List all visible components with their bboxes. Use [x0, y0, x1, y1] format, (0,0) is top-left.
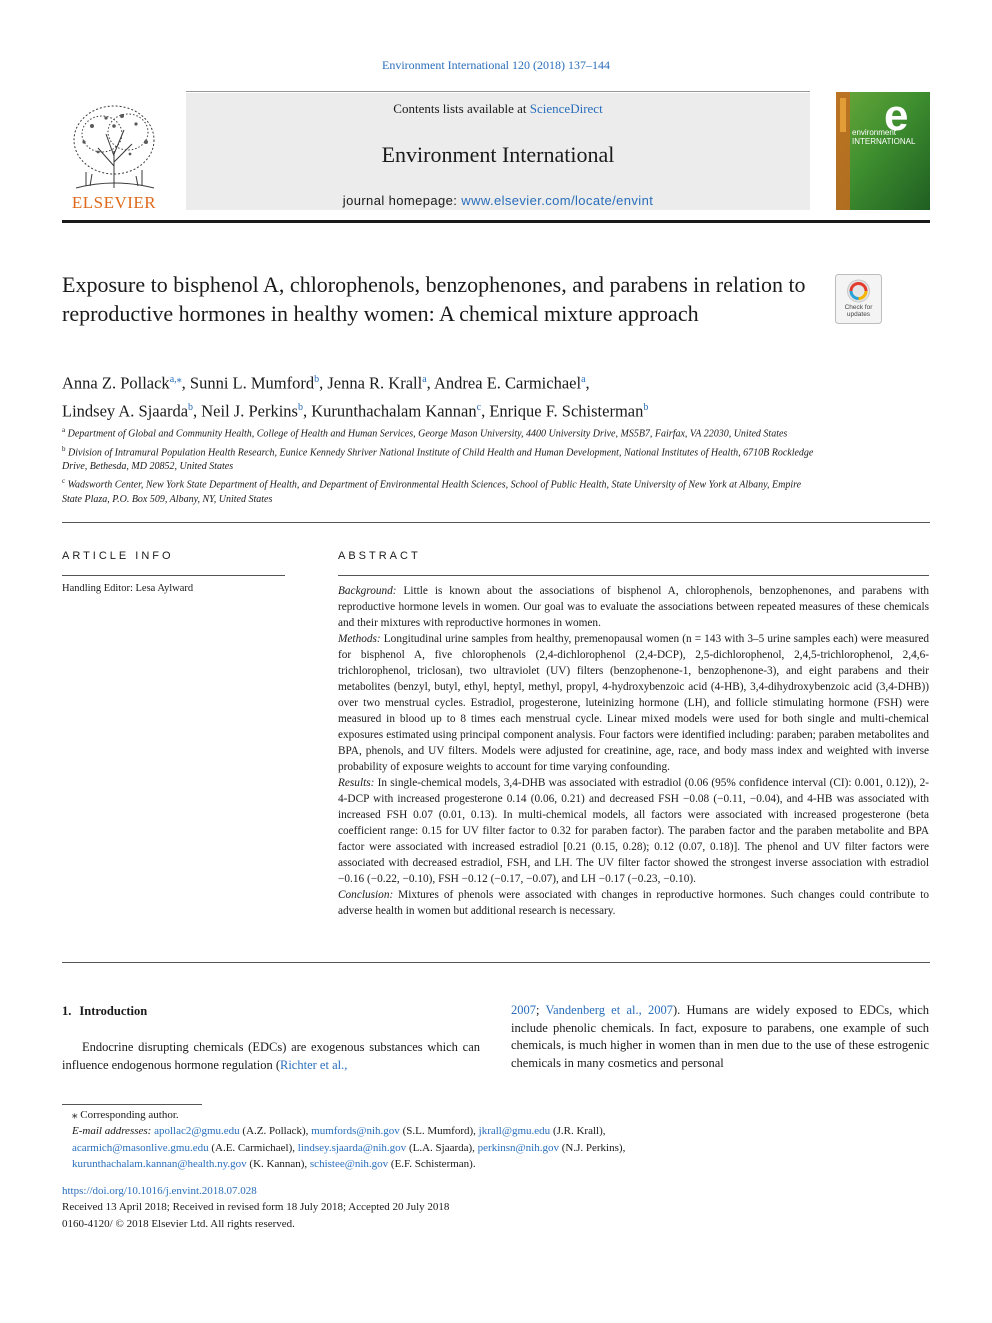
abstract-section-label: Conclusion: — [338, 889, 394, 901]
publication-info — [62, 1183, 449, 1232]
article-info-rule — [62, 575, 285, 576]
citation-separator: ; — [536, 1003, 546, 1017]
author-affiliation-marker[interactable]: a — [422, 374, 427, 385]
email-separator: , — [622, 1141, 626, 1154]
email-separator: , — [472, 1141, 478, 1154]
author-list — [62, 368, 912, 423]
affiliation — [62, 474, 822, 507]
affiliation-marker: c — [62, 477, 66, 486]
email-owner: (N.J. Perkins) — [561, 1141, 623, 1154]
doi-link[interactable]: https://doi.org/10.1016/j.envint.2018.07.028 — [62, 1185, 257, 1197]
abstract-paragraph — [338, 887, 929, 919]
abstract-section-label: Results: — [338, 777, 375, 789]
author-name: Anna Z. Pollack — [62, 373, 170, 393]
email-owner: (S.L. Mumford) — [402, 1125, 474, 1138]
author-name: Sunni L. Mumford — [189, 373, 315, 393]
abstract-body — [338, 583, 929, 919]
homepage-link[interactable]: www.elsevier.com/locate/envint — [461, 193, 654, 208]
author-affiliation-marker[interactable]: c — [476, 401, 482, 413]
abstract-paragraph — [338, 583, 929, 631]
abstract-section-label: Background: — [338, 585, 397, 597]
abstract-paragraph — [338, 775, 929, 887]
abstract-section-label: Methods: — [338, 633, 381, 645]
author-separator: , — [426, 373, 435, 393]
journal-cover-icon — [836, 92, 930, 210]
contents-line — [186, 101, 810, 117]
journal-name: Environment International — [381, 142, 615, 167]
affiliation-marker: a — [62, 426, 66, 434]
email-separator: , — [602, 1125, 606, 1138]
email-owner: (A.E. Carmichael) — [211, 1141, 293, 1154]
affiliation-rule — [62, 522, 930, 523]
homepage-prefix: journal homepage: — [342, 193, 458, 208]
abstract-rule — [338, 575, 929, 576]
author-name: Kurunthachalam Kannan — [311, 401, 477, 420]
elsevier-wordmark: ELSEVIER — [71, 193, 157, 212]
author-affiliation-marker[interactable]: a — [581, 374, 586, 385]
cover-title: environment INTERNATIONAL — [852, 128, 916, 146]
abstract-bottom-rule — [62, 962, 930, 963]
author-name: Andrea E. Carmichael — [434, 373, 582, 393]
author-separator: , — [302, 401, 312, 420]
email-link[interactable]: lindsey.sjaarda@nih.gov — [297, 1141, 407, 1154]
abstract-paragraph — [338, 631, 929, 775]
footnotes — [62, 1107, 930, 1173]
email-owner: (K. Kannan) — [249, 1158, 305, 1171]
email-separator: , — [473, 1125, 479, 1138]
affiliation — [62, 442, 822, 475]
email-link[interactable]: schistee@nih.gov — [309, 1158, 389, 1171]
copyright: 0160-4120/ © 2018 Elsevier Ltd. All rights reserved. — [62, 1217, 295, 1230]
email-addresses — [62, 1123, 930, 1172]
email-separator: , — [305, 1125, 312, 1138]
svg-text:e: e — [884, 92, 909, 140]
citation-vandenberg-link[interactable]: Vandenberg et al., 2007 — [545, 1003, 673, 1017]
author-affiliation-marker[interactable]: a,⁎ — [169, 374, 182, 385]
affiliation — [62, 423, 822, 442]
contents-prefix: Contents lists available at — [393, 101, 527, 116]
citation-richter-year-link[interactable]: 2007 — [511, 1003, 536, 1017]
abstract-section-text: In single-chemical models, 3,4-DHB was associated with estradiol (0.06 (95% confidence interval (CI): 0.001, 0.12)), 2-4-DCP with increased progesterone 0.14 (0.06, 0.21) and decreased FSH −0.08 (−0.11, −0.04), and 4-HB was associated with increased FSH 0.07 (0.01, 0.13). In multi-chemical models, all factors were associated with increased progesterone (beta coefficient range: 0.15 for UV filter factor to 0.32 for paraben factor). The paraben factor and the paraben metabolite and BPA factor were associated with increased estradiol [0.21 (0.15, 0.28); 0.12 (0.07, 0.18)]. The phenol and UV filter factors were associated with decreased estradiol, FSH, and LH. The UV filter factor showed the strongest inverse association with estradiol −0.16 (−0.22, −0.10), FSH −0.12 (−0.17, −0.07), and LH −0.17 (−0.23, −0.10). — [338, 777, 929, 885]
author-separator: , — [319, 373, 328, 393]
history-dates: Received 13 April 2018; Received in revised form 18 July 2018; Accepted 20 July 2018 — [62, 1201, 450, 1214]
author-name: Jenna R. Krall — [327, 373, 423, 393]
author-affiliation-marker[interactable]: b — [188, 401, 194, 413]
author-separator: , — [193, 401, 202, 420]
affiliation-text: Wadsworth Center, New York State Department of Health, and Department of Environmental Health Sciences, School of Public Health, State University of New York at Albany, Empire State Plaza, P.O. Box 509, Albany, NY, United States — [62, 479, 802, 505]
intro-text: Endocrine disrupting chemicals (EDCs) are exogenous substances which can influence endogenous hormone regulation ( — [62, 1040, 480, 1072]
email-link[interactable]: jkrall@gmu.edu — [478, 1125, 551, 1138]
email-link[interactable]: kurunthachalam.kannan@health.ny.gov — [72, 1158, 247, 1171]
introduction-left-column — [62, 1039, 480, 1074]
author-affiliation-marker[interactable]: b — [643, 401, 649, 413]
masthead-top-rule — [186, 91, 810, 92]
section-number: 1. — [62, 1004, 72, 1018]
email-label: E-mail addresses: — [72, 1125, 152, 1138]
author-name: Enrique F. Schisterman — [489, 401, 644, 420]
email-link[interactable]: perkinsn@nih.gov — [477, 1141, 559, 1154]
check-for-updates-label[interactable]: Check for updates — [844, 304, 873, 318]
header-rule — [62, 220, 930, 223]
affiliation-marker: b — [62, 444, 66, 453]
email-owner: (E.F. Schisterman). — [390, 1158, 476, 1171]
email-owner: (L.A. Sjaarda) — [408, 1141, 473, 1154]
article-info-heading: ARTICLE INFO — [62, 550, 174, 562]
affiliations — [62, 423, 822, 507]
author-separator: , — [181, 373, 190, 393]
abstract-section-text: Longitudinal urine samples from healthy, premenopausal women (n = 143 with 3–5 urine samples each) were measured for bisphenol A, five chlorophenols (2,4-dichlorophenol (2,4-DCP), 2,5-dichlorophenol, 2,4,5-trichlorophenol, 2,4,6-trichlorophenol, triclosan), two ultraviolet (UV) filters (benzophenone-1, benzophenone-3), and eight parabens and their metabolites (benzyl, butyl, ethyl, heptyl, methyl, propyl, 4-hydroxybenzoic acid (4-HB), 3,4-dihydroxybenzoic acid (3,4-DHB)) over two menstrual cycles. Estradiol, progesterone, luteinizing hormone (LH), and follicle stimulating hormone (FSH) were measured in blood up to 8 times each menstrual cycle. Linear mixed models were used for both single and multi-chemical exposures estimated using principal component analysis. Four factors were identified including: paraben; paraben metabolites and BPA, phenols, and UV filters. Models were adjusted for creatinine, age, race, and body mass index and weighted with inverse probability of exposure weights to account for time varying confounding. — [338, 633, 929, 773]
footnote-rule — [62, 1104, 202, 1105]
handling-editor: Handling Editor: Lesa Aylward — [62, 583, 194, 594]
email-link[interactable]: acarmich@masonlive.gmu.edu — [72, 1141, 209, 1154]
email-separator: , — [304, 1158, 310, 1171]
sciencedirect-link[interactable]: ScienceDirect — [529, 101, 603, 116]
author-separator: , — [481, 401, 490, 420]
intro-text-continued: ). Humans are widely exposed to EDCs, which include phenolic chemicals. In fact, exposure to parabens, one example of such chemicals, is much higher in women than in men due to the use of these estrogenic chemicals in many cosmetics and personal — [511, 1003, 930, 1070]
abstract-section-text: Mixtures of phenols were associated with changes in reproductive hormones. Such changes could contribute to adverse health in women but additional research is necessary. — [338, 889, 930, 917]
introduction-heading — [62, 1004, 155, 1019]
author-affiliation-marker[interactable]: b — [314, 374, 320, 385]
abstract-heading: ABSTRACT — [338, 550, 421, 562]
article-title: Exposure to bisphenol A, chlorophenols, benzophenones, and parabens in relation to reproductive hormones in healthy women: A chemical mixture approach — [62, 272, 806, 326]
email-separator: , — [292, 1141, 298, 1154]
section-title: Introduction — [79, 1004, 148, 1018]
journal-reference[interactable]: Environment International 120 (2018) 137–144 — [382, 58, 610, 72]
introduction-right-column — [511, 1002, 929, 1072]
citation-richter-link[interactable]: Richter et al., — [280, 1057, 348, 1072]
email-link[interactable]: apollac2@gmu.edu — [154, 1125, 240, 1138]
author-affiliation-marker[interactable]: b — [297, 401, 303, 413]
affiliation-text: Division of Intramural Population Health Research, Eunice Kennedy Shriver National Institute of Child Health and Human Development, National Institutes of Health, 6710B Rockledge Drive, Bethesda, MD 20852, United States — [62, 446, 814, 473]
corresponding-author-note: ⁎ Corresponding author. — [72, 1109, 179, 1121]
email-owner: (J.R. Krall) — [552, 1125, 603, 1138]
author-name: Neil J. Perkins — [201, 401, 298, 420]
author-name: Lindsey A. Sjaarda — [62, 401, 189, 420]
author-separator: , — [585, 373, 590, 393]
abstract-section-text: Little is known about the associations of bisphenol A, chlorophenols, benzophenones, and parabens with reproductive hormone levels in women. Our goal was to evaluate the associations between repeated measures of these chemicals and their mixtures with reproductive hormones in women. — [338, 585, 929, 629]
affiliation-text: Department of Global and Community Health, College of Health and Human Services, George Mason University, 4400 University Drive, MS5B7, Fairfax, VA 22030, United States — [67, 428, 788, 440]
journal-homepage — [186, 193, 810, 208]
email-link[interactable]: mumfords@nih.gov — [311, 1125, 400, 1138]
email-owner: (A.Z. Pollack) — [242, 1125, 306, 1138]
